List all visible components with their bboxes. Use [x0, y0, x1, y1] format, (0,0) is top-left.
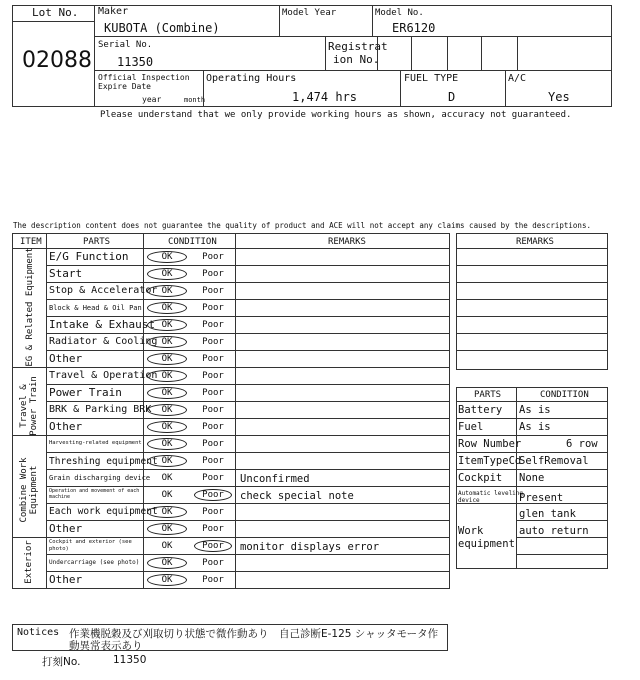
- maker-label: Maker: [98, 6, 129, 17]
- ok-circled: OK: [147, 574, 187, 586]
- poor-label: Poor: [202, 337, 224, 347]
- model-year-label: Model Year: [282, 8, 337, 18]
- hours-note: Please understand that we only provide working hours as shown, accuracy not guaranteed.: [100, 110, 572, 120]
- cockpit-value: None: [519, 472, 545, 484]
- ok-circled: OK: [147, 302, 187, 314]
- part-other-exterior: Other: [49, 573, 83, 586]
- part-harvesting: Harvesting-related equipment: [49, 440, 142, 446]
- year-label: year: [142, 95, 162, 104]
- part-intake-exhaust: Intake & Exhaust: [49, 318, 155, 331]
- notices-text-2: 動異常表示あり: [69, 640, 143, 652]
- registration-label-1: Registrat: [328, 40, 388, 53]
- group-exterior: Exterior: [24, 540, 34, 584]
- poor-label: Poor: [202, 286, 224, 296]
- part-radiator: Radiator & Cooling: [49, 336, 158, 347]
- ok-circled: OK: [147, 438, 187, 450]
- auto-level-value: Present: [519, 492, 564, 504]
- operating-hours-label: Operating Hours: [206, 73, 297, 84]
- month-label: month: [184, 96, 206, 104]
- part-operation-movement: Operation and movement of each machine: [49, 488, 140, 500]
- poor-label: Poor: [202, 252, 224, 262]
- right-parts-header: PARTS: [474, 390, 502, 400]
- part-stop-accelerator: Stop & Accelerator: [49, 285, 158, 296]
- ok-circled: OK: [147, 353, 187, 365]
- notices-text-1: 作業機脱穀及び刈取切り状態で微作動あり 自己診断E-125 シャッタモータ作: [69, 628, 439, 640]
- model-no-value: ER6120: [392, 21, 436, 35]
- part-start: Start: [49, 267, 83, 280]
- col-item-header: ITEM: [20, 237, 42, 247]
- ok-circled: OK: [147, 336, 187, 348]
- ok-circled: OK: [147, 421, 187, 433]
- ok-circled: OK: [147, 268, 187, 280]
- poor-label: Poor: [202, 558, 224, 568]
- poor-label: Poor: [202, 269, 224, 279]
- maker-value: KUBOTA (Combine): [104, 21, 220, 35]
- ok-plain: OK: [161, 541, 173, 551]
- part-other-combine: Other: [49, 522, 83, 535]
- poor-label: Poor: [202, 507, 224, 517]
- part-other-eg: Other: [49, 352, 83, 365]
- battery-label: Battery: [458, 404, 503, 416]
- ok-plain: OK: [161, 490, 173, 500]
- lot-number: 02088: [22, 48, 92, 73]
- part-undercarriage: Undercarriage (see photo): [49, 559, 140, 566]
- ok-circled: OK: [147, 455, 187, 467]
- ac-value: Yes: [548, 90, 570, 104]
- remark-operation-movement: check special note: [240, 490, 354, 502]
- remark-grain-discharging: Unconfirmed: [240, 473, 310, 485]
- ok-circled: OK: [147, 319, 187, 331]
- serial-label: Serial No.: [98, 40, 153, 50]
- poor-label: Poor: [202, 388, 224, 398]
- disclaimer: The description content does not guarantee the quality of product and ACE will not accept any claims caused by the descriptions.: [13, 221, 591, 230]
- battery-condition: As is: [519, 404, 551, 416]
- item-type-label: ItemTypeCd: [458, 455, 522, 467]
- fuel-type-value: D: [448, 90, 456, 104]
- col-condition-header: CONDITION: [168, 237, 217, 247]
- poor-label: Poor: [202, 456, 224, 466]
- ok-circled: OK: [147, 557, 187, 569]
- poor-label: Poor: [202, 473, 224, 483]
- ok-circled: OK: [147, 370, 187, 382]
- model-no-label: Model No.: [375, 8, 424, 18]
- ok-circled: OK: [147, 387, 187, 399]
- poor-circled: Poor: [194, 489, 232, 501]
- poor-label: Poor: [202, 524, 224, 534]
- poor-label: Poor: [202, 320, 224, 330]
- poor-label: Poor: [202, 439, 224, 449]
- lot-label: Lot No.: [32, 6, 79, 19]
- fuel-condition: As is: [519, 421, 551, 433]
- ok-circled: OK: [147, 285, 187, 297]
- poor-label: Poor: [202, 371, 224, 381]
- operating-hours-value: 1,474 hrs: [292, 90, 358, 104]
- ok-plain: OK: [161, 473, 173, 483]
- ok-circled: OK: [147, 251, 187, 263]
- poor-circled: Poor: [194, 540, 232, 552]
- part-cockpit-exterior: Cockpit and exterior (see photo): [49, 539, 132, 552]
- group-eg: EG & Related Equipment: [25, 247, 35, 367]
- poor-label: Poor: [202, 303, 224, 313]
- work-equipment-label-1: Work: [458, 525, 484, 537]
- part-block-head: Block & Head & Oil Pan: [49, 304, 142, 312]
- inspection-label-1: Official Inspection: [98, 73, 190, 82]
- group-combine: Combine Work Equipment: [19, 457, 39, 523]
- poor-label: Poor: [202, 422, 224, 432]
- part-grain-discharging: Grain discharging device: [49, 474, 151, 482]
- fuel-type-label: FUEL TYPE: [404, 73, 459, 84]
- poor-label: Poor: [202, 575, 224, 585]
- part-power-train: Power Train: [49, 386, 122, 399]
- auto-level-label-1: Automatic leveling: [458, 490, 524, 497]
- work-equipment-value-1: glen tank: [519, 508, 576, 520]
- work-equipment-value-2: auto return: [519, 525, 589, 537]
- remark-cockpit-exterior: monitor displays error: [240, 541, 380, 553]
- ok-circled: OK: [147, 506, 187, 518]
- poor-label: Poor: [202, 354, 224, 364]
- part-brk-parking: BRK & Parking BRK: [49, 404, 152, 415]
- notices-label: Notices: [17, 627, 60, 638]
- ok-circled: OK: [147, 404, 187, 416]
- work-equipment-label-2: equipment: [458, 538, 515, 550]
- serial-value: 11350: [117, 55, 154, 69]
- part-each-work: Each work equipment: [49, 506, 158, 517]
- right-remarks-header: REMARKS: [516, 237, 554, 247]
- ac-label: A/C: [508, 73, 527, 84]
- ok-circled: OK: [147, 523, 187, 535]
- inspection-label-2: Expire Date: [98, 82, 151, 91]
- right-condition-header: CONDITION: [540, 390, 589, 400]
- part-threshing: Threshing equipment: [49, 456, 158, 467]
- col-remarks-header: REMARKS: [328, 237, 366, 247]
- part-other-travel: Other: [49, 420, 83, 433]
- poor-label: Poor: [202, 405, 224, 415]
- auto-level-label-2: device: [458, 497, 480, 504]
- row-number-value: 6 row: [566, 438, 598, 450]
- cockpit-label: Cockpit: [458, 472, 503, 484]
- registration-label-2: ion No.: [333, 53, 380, 66]
- col-parts-header: PARTS: [83, 237, 111, 247]
- row-number-label: Row Number: [458, 438, 522, 450]
- item-type-value: SelfRemoval: [519, 455, 589, 467]
- part-travel-operation: Travel & Operation: [49, 370, 158, 381]
- fuel-label: Fuel: [458, 421, 484, 433]
- stamp-value: 11350: [113, 654, 147, 666]
- stamp-label: 打刻No.: [42, 656, 81, 668]
- group-travel: Travel & Power Train: [19, 376, 39, 436]
- part-eg-function: E/G Function: [49, 250, 129, 263]
